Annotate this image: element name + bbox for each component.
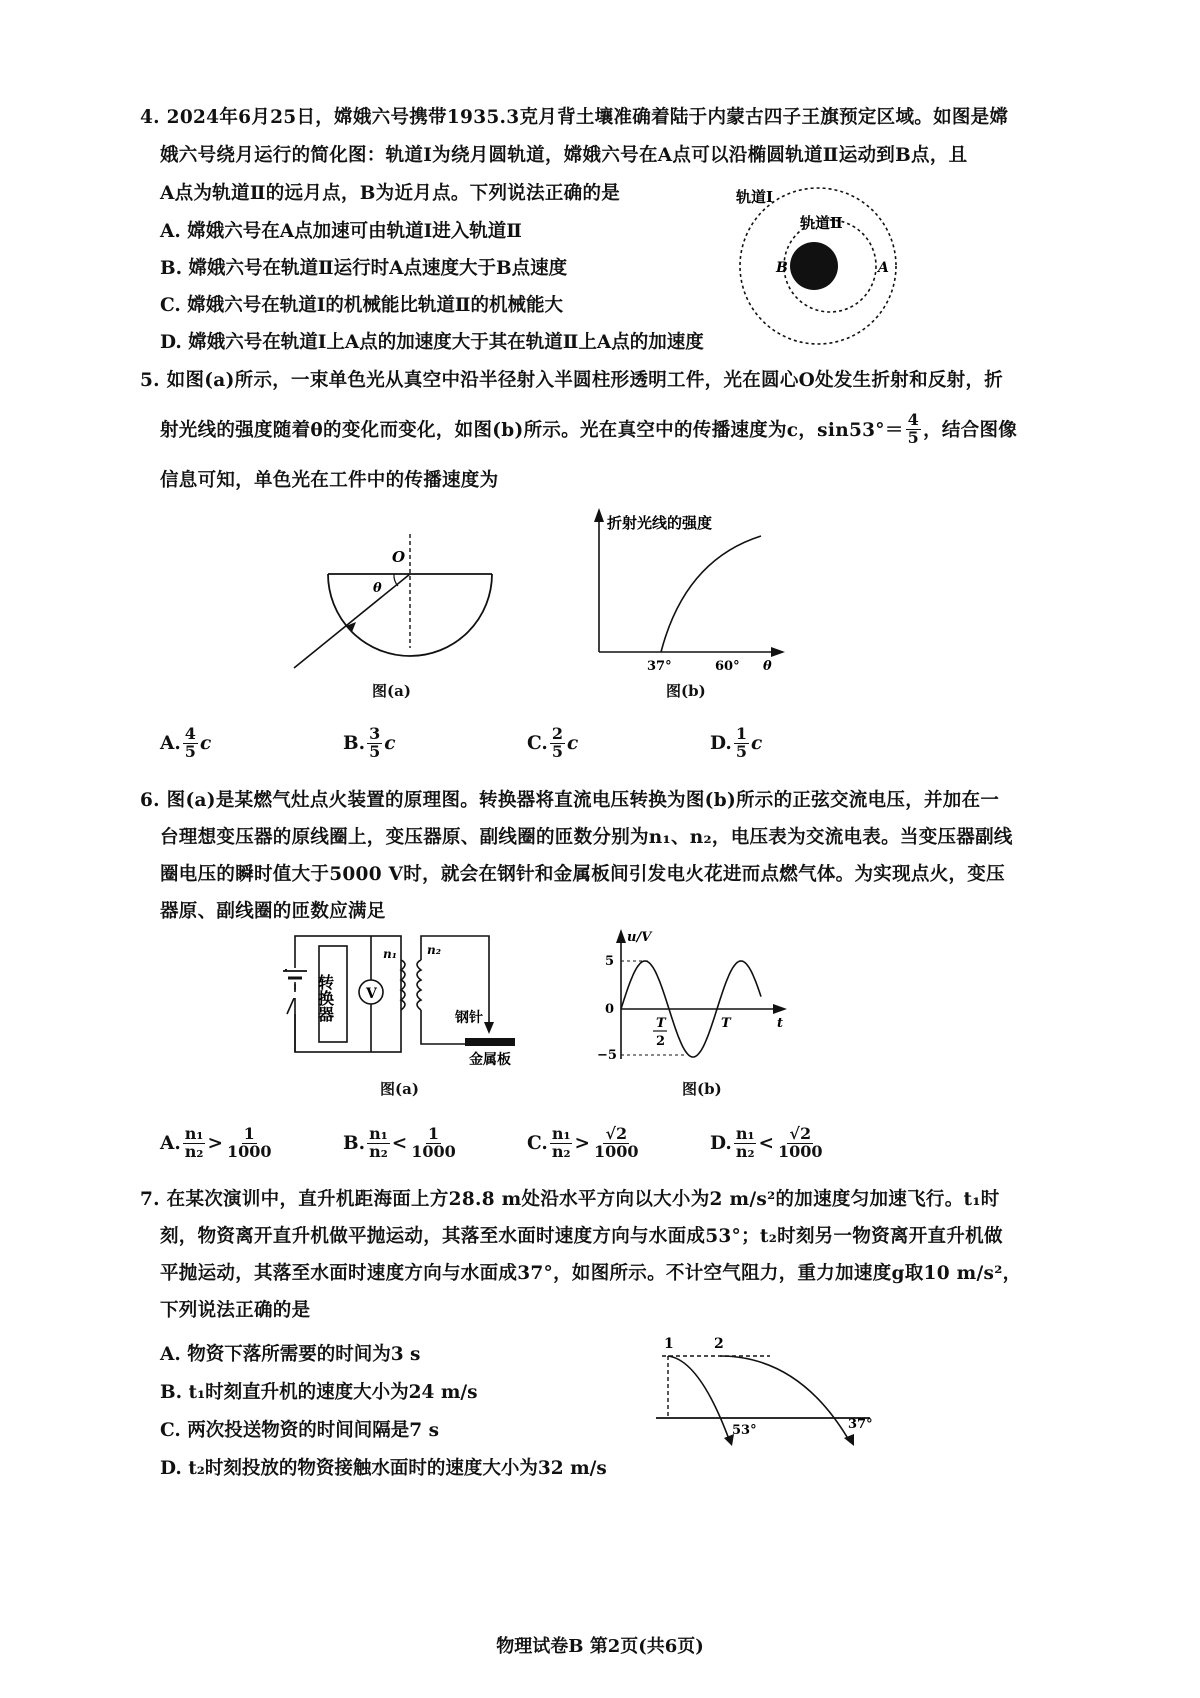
q7-option-d: D. t₂时刻投放的物资接触水面时的速度大小为32 m/s — [160, 1458, 607, 1479]
q6-line-1: 6. 图(a)是某燃气灶点火装置的原理图。转换器将直流电压转换为图(b)所示的正弦交流电压，并加在一 — [140, 790, 1000, 811]
q5-figure-b — [585, 500, 805, 680]
q7-line-4: 下列说法正确的是 — [160, 1300, 311, 1321]
needle-icon — [484, 1022, 494, 1034]
q5-option-a: A. $\frac{4}{5}$ c — [160, 724, 212, 761]
y-axis-label: 折射光线的强度 — [607, 514, 713, 532]
tick-0: 0 — [605, 1002, 615, 1017]
q6-figure-b-sine — [595, 925, 800, 1065]
voltmeter-label: V — [366, 986, 377, 1002]
q5-line-2-post: ，结合图像 — [923, 420, 1018, 442]
q4-line-2: 娥六号绕月运行的简化图：轨道Ⅰ为绕月圆轨道，嫦娥六号在A点可以沿椭圆轨道Ⅱ运动到B点，且 — [160, 145, 968, 166]
x-axis-label: θ — [763, 659, 772, 674]
q4-option-d: D. 嫦娥六号在轨道Ⅰ上A点的加速度大于其在轨道Ⅱ上A点的加速度 — [160, 332, 704, 353]
q7-projectile-figure — [650, 1330, 890, 1460]
orbit-1-label: 轨道Ⅰ — [736, 188, 774, 206]
q6-figure-a-circuit — [275, 930, 535, 1070]
q5-sin-fraction: $\frac{4}{5}$ — [907, 410, 920, 447]
q7-line-3: 平抛运动，其落至水面时速度方向与水面成37°，如图所示。不计空气阻力，重力加速度g取10 m/s²， — [160, 1263, 1022, 1284]
q6-figure-a-caption: 图(a) — [380, 1080, 419, 1098]
moon-icon — [790, 242, 838, 290]
intensity-curve — [661, 536, 761, 652]
y-axis-arrow-icon — [616, 929, 626, 943]
angle-37-label: 37° — [848, 1417, 873, 1432]
tick-half-t-den: 2 — [656, 1034, 666, 1049]
tick-neg5: −5 — [597, 1048, 617, 1063]
q4-option-c: C. 嫦娥六号在轨道Ⅰ的机械能比轨道Ⅱ的机械能大 — [160, 295, 564, 316]
point-1-label: 1 — [664, 1336, 674, 1352]
tick-half-t-num: T — [656, 1016, 666, 1031]
orbit-2-label: 轨道Ⅱ — [800, 214, 843, 232]
q7-option-a: A. 物资下落所需要的时间为3 s — [160, 1344, 421, 1365]
q6-option-b: B. $\frac{\text{n₁}}{\text{n₂}}$ < $\frac{1}{1000}$ — [343, 1124, 456, 1161]
q6-line-2: 台理想变压器的原线圈上，变压器原、副线圈的匝数分别为n₁、n₂，电压表为交流电表。当变压器副线 — [160, 827, 1013, 848]
q6-figure-b-caption: 图(b) — [682, 1080, 722, 1098]
label-o: O — [392, 548, 406, 566]
q5-line-1: 5. 如图(a)所示，一束单色光从真空中沿半径射入半圆柱形透明工件，光在圆心O处发生折射和反射，折 — [140, 370, 1004, 391]
q6-line-4: 器原、副线圈的匝数应满足 — [160, 901, 386, 922]
q4-orbit-figure — [730, 170, 920, 350]
q5-figure-a-caption: 图(a) — [372, 682, 411, 700]
y-axis-arrow-icon — [594, 508, 604, 522]
switch-icon — [287, 996, 295, 1014]
q7-line-1: 7. 在某次演训中，直升机距海面上方28.8 m处沿水平方向以大小为2 m/s²的加速度匀加速飞行。t₁时 — [140, 1189, 1000, 1210]
q7-option-c: C. 两次投送物资的时间间隔是7 s — [160, 1420, 440, 1441]
q6-option-d: D. $\frac{\text{n₁}}{\text{n₂}}$ < $\frac{√2}{1000}$ — [710, 1124, 823, 1161]
trajectory-1 — [668, 1356, 730, 1442]
q5-figure-b-caption: 图(b) — [666, 682, 706, 700]
x-axis-label: t — [777, 1016, 784, 1031]
q6-option-a: A. $\frac{\text{n₁}}{\text{n₂}}$ > $\frac{1}{1000}$ — [160, 1124, 272, 1161]
y-axis-label: u/V — [627, 930, 652, 945]
tick-60: 60° — [715, 659, 740, 674]
arrow-icon — [346, 622, 356, 632]
angle-53-label: 53° — [732, 1423, 757, 1438]
q5-line-2-pre: 射光线的强度随着θ的变化而变化，如图(b)所示。光在真空中的传播速度为c，sin53°＝ — [160, 420, 904, 442]
q4-line-3: A点为轨道Ⅱ的远月点，B为近月点。下列说法正确的是 — [160, 183, 621, 204]
tick-t: T — [721, 1016, 731, 1031]
q6-option-c: C. $\frac{\text{n₁}}{\text{n₂}}$ > $\frac{√2}{1000}$ — [527, 1124, 639, 1161]
q5-option-b: B. $\frac{3}{5}$ c — [343, 724, 396, 761]
metal-plate — [465, 1038, 515, 1046]
q5-option-d: D. $\frac{1}{5}$ c — [710, 724, 763, 761]
tick-37: 37° — [647, 659, 672, 674]
q5-option-c: C. $\frac{2}{5}$ c — [527, 724, 579, 761]
q7-option-b: B. t₁时刻直升机的速度大小为24 m/s — [160, 1382, 478, 1403]
plate-label: 金属板 — [469, 1052, 511, 1068]
label-theta: θ — [373, 581, 382, 596]
needle-label: 钢针 — [455, 1010, 483, 1026]
q6-line-3: 圈电压的瞬时值大于5000 V时，就会在钢针和金属板间引发电火花进而点燃气体。为实现点火，变压 — [160, 864, 1005, 885]
point-2-label: 2 — [714, 1336, 724, 1352]
tick-5: 5 — [605, 954, 615, 969]
q7-line-2: 刻，物资离开直升机做平抛运动，其落至水面时速度方向与水面成53°；t₂时刻另一物资离开直升机做 — [160, 1226, 1003, 1247]
page-footer: 物理试卷B 第2页(共6页) — [496, 1636, 704, 1657]
x-axis-arrow-icon — [773, 1004, 787, 1014]
secondary-coil-icon — [417, 960, 421, 1010]
x-axis-arrow-icon — [771, 647, 785, 657]
q4-line-1: 4. 2024年6月25日，嫦娥六号携带1935.3克月背土壤准确着陆于内蒙古四子王旗预定区域。如图是嫦 — [140, 107, 1009, 128]
q4-option-a: A. 嫦娥六号在A点加速可由轨道Ⅰ进入轨道Ⅱ — [160, 221, 522, 242]
point-b-label: B — [776, 260, 788, 276]
n1-label: n₁ — [383, 947, 397, 961]
n2-label: n₂ — [427, 943, 441, 957]
q5-line-2 — [160, 412, 1017, 447]
point-a-label: A — [878, 260, 889, 276]
converter-label: 转换器 — [315, 974, 335, 1022]
q4-option-b: B. 嫦娥六号在轨道Ⅱ运行时A点速度大于B点速度 — [160, 258, 568, 279]
q5-line-3: 信息可知，单色光在工件中的传播速度为 — [160, 470, 499, 491]
